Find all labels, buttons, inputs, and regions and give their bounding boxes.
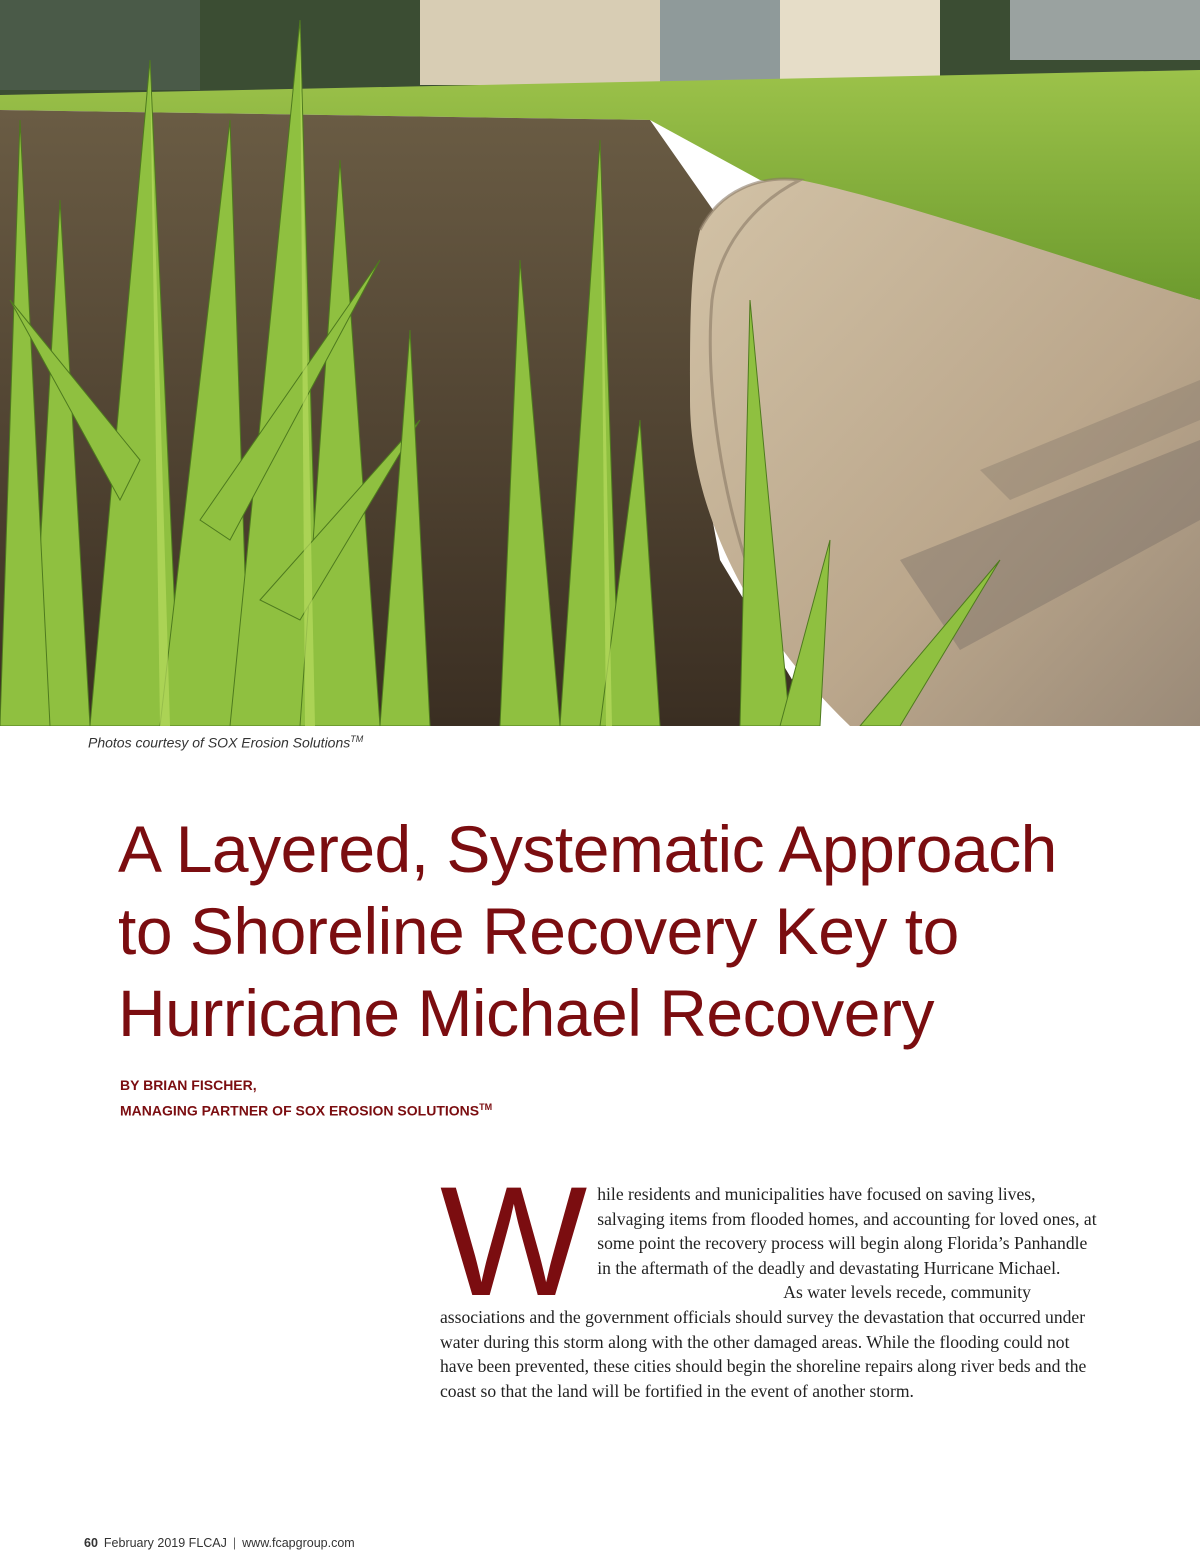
byline-role-text: MANAGING PARTNER OF SOX EROSION SOLUTIONS [120, 1102, 480, 1119]
author-byline [120, 1074, 492, 1122]
page-number: 60 [84, 1536, 98, 1550]
page-footer [84, 1536, 355, 1550]
byline-role [120, 1096, 492, 1122]
title-line-1: A Layered, Systematic Approach [118, 812, 1057, 886]
trademark-mark: TM [479, 1102, 493, 1112]
article-body [440, 1155, 1100, 1403]
article-paragraph-2: As water levels recede, community associations and the government officials should survey the devastation that occurred under water during this storm along with the other damaged areas. While the flooding could not have been prevented, these cities should begin the shoreline repairs along river beds and the coast so that the land will be fortified in the event of another storm. [440, 1282, 1087, 1401]
byline-author: BY BRIAN FISCHER, [120, 1077, 257, 1093]
title-line-2: to Shoreline Recovery Key to [118, 894, 959, 968]
shoreline-photo-illustration [0, 0, 1200, 726]
footer-url[interactable]: www.fcapgroup.com [242, 1536, 355, 1550]
photo-caption [88, 734, 363, 751]
hero-photo [0, 0, 1200, 726]
article-title [118, 808, 1158, 1054]
trademark-mark: TM [350, 734, 364, 744]
footer-separator: | [232, 1536, 237, 1550]
title-line-3: Hurricane Michael Recovery [118, 976, 934, 1050]
issue-label: February 2019 FLCAJ [103, 1536, 227, 1550]
article-paragraph-1: hile residents and municipalities have focused on saving lives, salvaging items from flooded homes, and accounting for loved ones, at some point the recovery process will begin along Florida’s Panhandle in the aftermath of the deadly and devastating Hurricane Michael. [597, 1184, 1097, 1278]
photo-caption-text: Photos courtesy of SOX Erosion Solutions [88, 734, 351, 751]
drop-cap: W [440, 1155, 580, 1329]
